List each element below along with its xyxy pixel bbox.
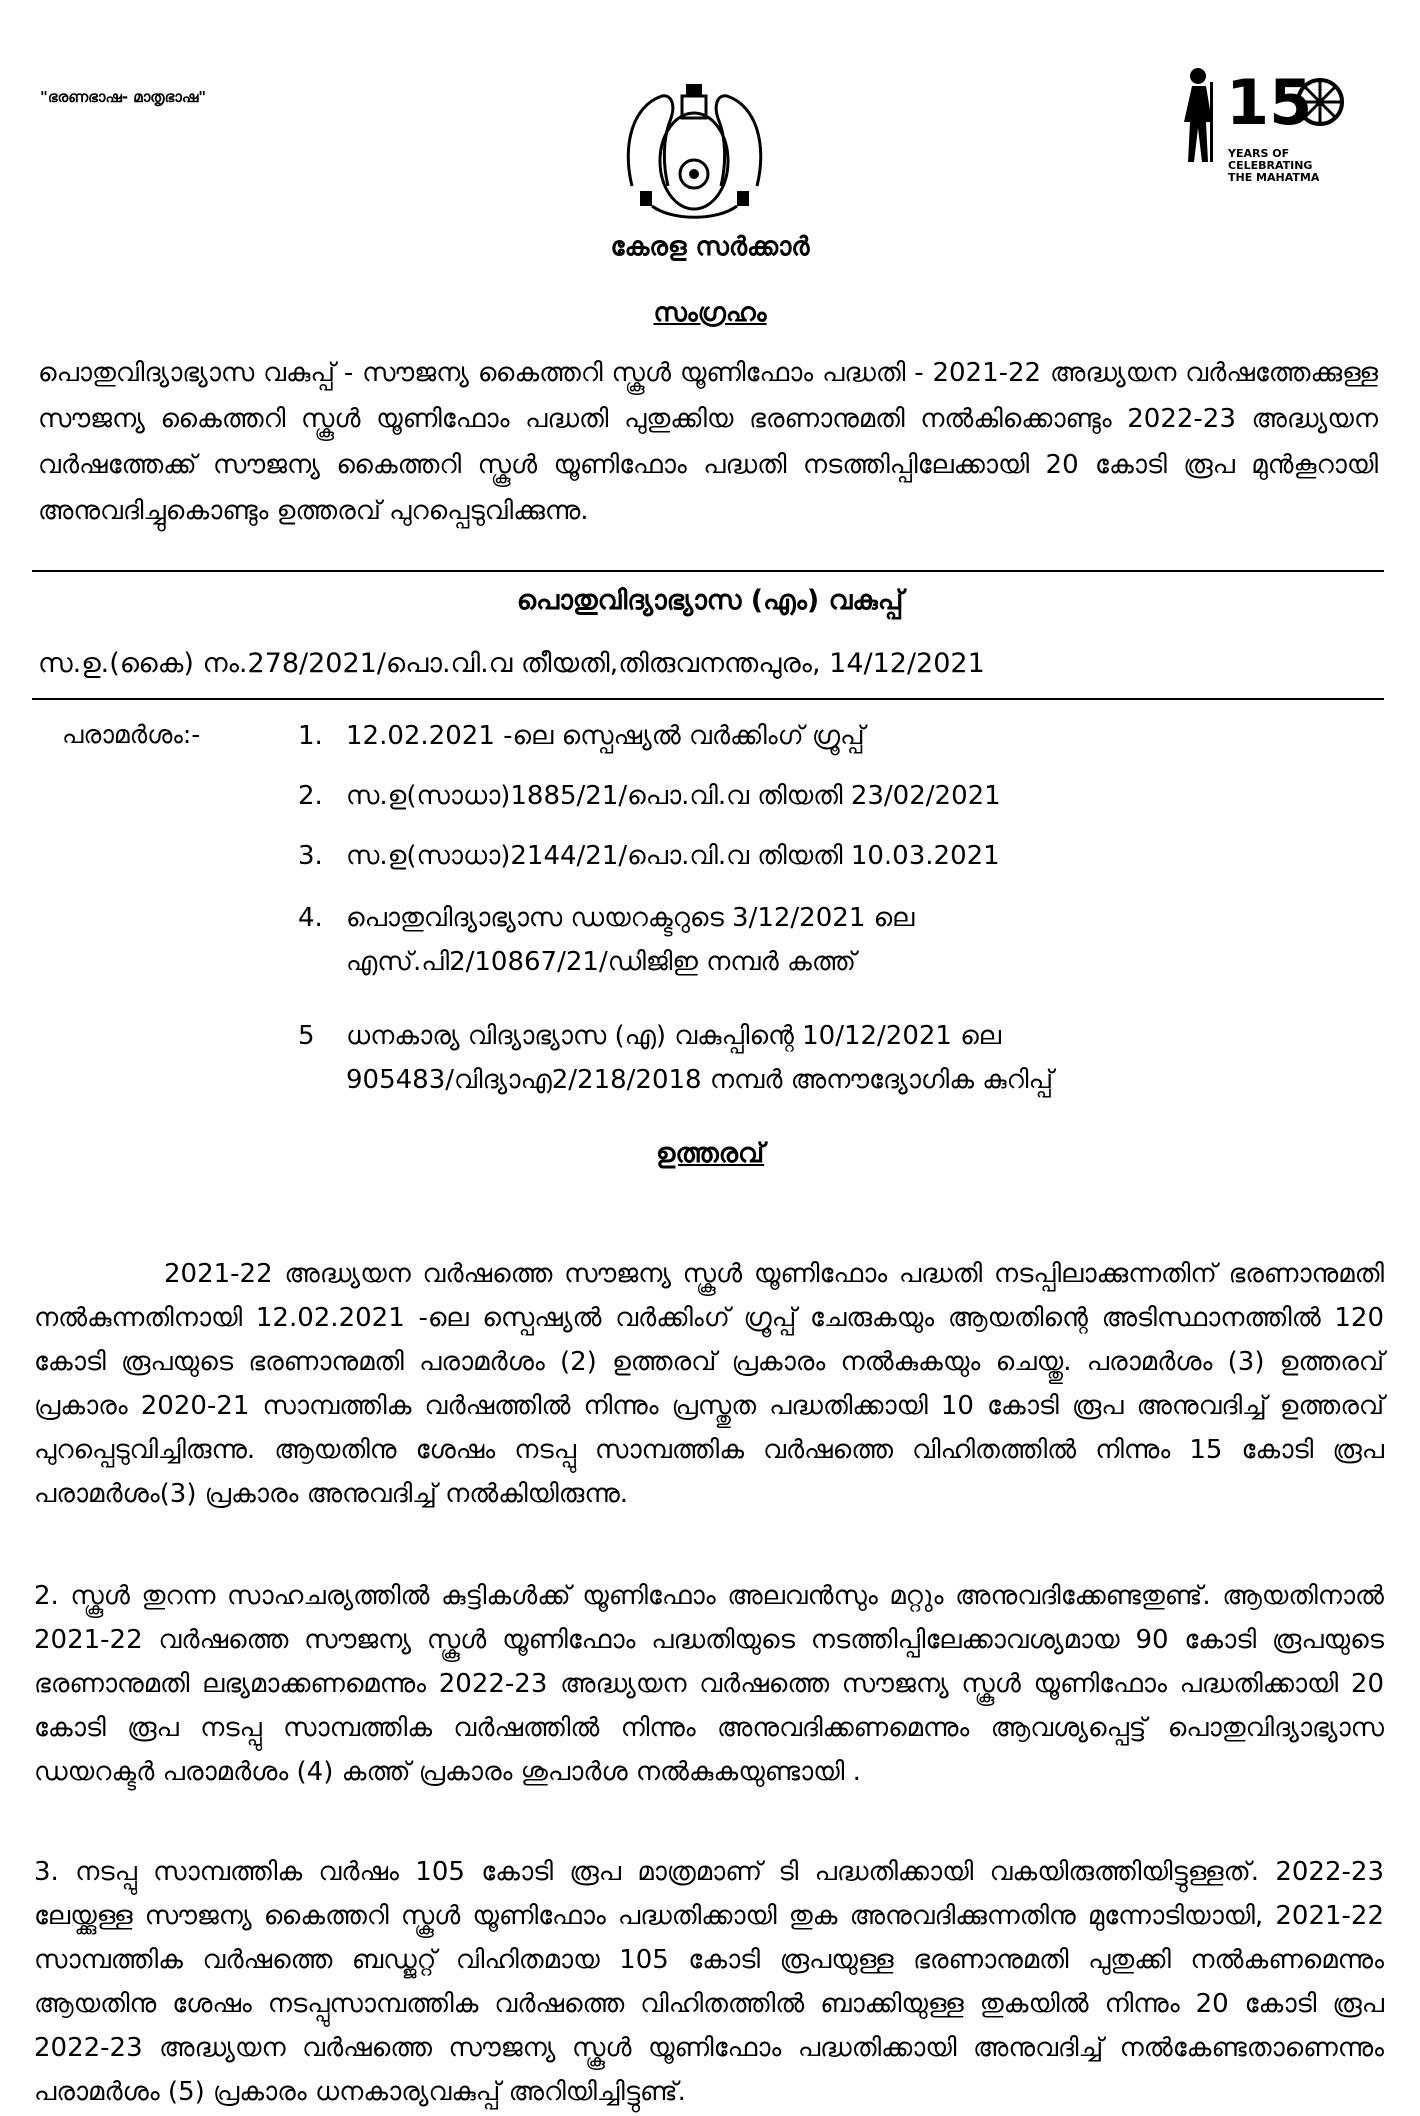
reference-item: 3. സ.ഉ(സാധാ)2144/21/പൊ.വി.വ തിയതി 10.03.2021: [298, 841, 1000, 871]
order-title: ഉത്തരവ്: [655, 1138, 765, 1169]
divider-references: [32, 698, 1384, 700]
order-paragraph-1: 2021-22 അദ്ധ്യയന വർഷത്തെ സൗജന്യ സ്കൂൾ യൂണിഫോം പദ്ധതി നടപ്പിലാക്കുന്നതിന് ഭരണാനുമതി നൽകുന്നതിനായി 12.02.2021 -ലെ സ്പെഷ്യൽ വർക്കിംഗ് ഗ്രൂപ്പ് ചേരുകയും ആയതിന്റെ അടിസ്ഥാനത്തിൽ 120 കോടി രൂപയുടെ ഭരണാനുമതി പരാമർശം (2) ഉത്തരവ് പ്രകാരം നൽകുകയും ചെയ്തു. പരാമർശം (3) ഉത്തരവ് പ്രകാരം 2020-21 സാമ്പത്തിക വർഷത്തിൽ നിന്നും പ്രസ്തുത പദ്ധതിക്കായി 10 കോടി രൂപ അനുവദിച്ച് ഉത്തരവ് പുറപ്പെടുവിച്ചിരുന്നു. ആയതിനു ശേഷം നടപ്പു സാമ്പത്തിക വർഷത്തെ വിഹിതത്തിൽ നിന്നും 15 കോടി രൂപ പരാമർശം(3) പ്രകാരം അനുവദിച്ച് നൽകിയിരുന്നു.: [34, 1259, 1384, 1509]
motto: "ഭരണഭാഷ- മാതൃഭാഷ": [40, 88, 207, 106]
divider-top: [32, 570, 1384, 572]
svg-text:15: 15: [1226, 66, 1313, 139]
summary-text: പൊതുവിദ്യാഭ്യാസ വകുപ്പ് - സൗജന്യ കൈത്തറി സ്കൂൾ യൂണിഫോം പദ്ധതി - 2021-22 അദ്ധ്യയന വർഷത്തേക്കുള്ള സൗജന്യ കൈത്തറി സ്കൂൾ യൂണിഫോം പദ്ധതി പുതുക്കിയ ഭരണാനുമതി നൽകിക്കൊണ്ടും 2022-23 അദ്ധ്യയന വർഷത്തേക്ക് സൗജന്യ കൈത്തറി സ്കൂൾ യൂണിഫോം പദ്ധതി നടത്തിപ്പിലേക്കായി 20 കോടി രൂപ മുൻകൂറായി അനുവദിച്ചുകൊണ്ടും ഉത്തരവ് പുറപ്പെടുവിക്കുന്നു.: [38, 358, 1378, 526]
department-title: പൊതുവിദ്യാഭ്യാസ (എം) വകുപ്പ്: [516, 585, 904, 616]
government-name: കേരള സർക്കാർ: [610, 232, 810, 262]
summary-title: സംഗ്രഹം: [653, 298, 767, 328]
reference-item: 4. പൊതുവിദ്യാഭ്യാസ ഡയറക്ടറുടെ 3/12/2021 ലെ എസ്.പി2/10867/21/ഡിജിഇ നമ്പർ കത്ത്: [298, 903, 915, 977]
reference-item: 5 ധനകാര്യ വിദ്യാഭ്യാസ (എ) വകുപ്പിന്റെ 10/12/2021 ലെ 905483/വിദ്യാഎ2/218/2018 നമ്പർ അനൗദ്യോഗിക കുറിപ്പ്: [298, 1021, 1054, 1095]
order-number: സ.ഉ.(കൈ) നം.278/2021/പൊ.വി.വ തീയതി,തിരുവനന്തപുരം, 14/12/2021: [38, 648, 985, 679]
gandhi-logo-caption: YEARS OF CELEBRATING THE MAHATMA: [1228, 147, 1320, 184]
order-paragraph-2: 2. സ്കൂൾ തുറന്ന സാഹചര്യത്തിൽ കുട്ടികൾക്ക് യൂണിഫോം അലവൻസും മറ്റും അനുവദിക്കേണ്ടതുണ്ട്. ആയതിനാൽ 2021-22 വർഷത്തെ സൗജന്യ സ്കൂൾ യൂണിഫോം പദ്ധതിയുടെ നടത്തിപ്പിലേക്കാവശ്യമായ 90 കോടി രൂപയുടെ ഭരണാനുമതി ലഭ്യമാക്കണമെന്നും 2022-23 അദ്ധ്യയന വർഷത്തെ സൗജന്യ സ്കൂൾ യൂണിഫോം പദ്ധതിക്കായി 20 കോടി രൂപ നടപ്പു സാമ്പത്തിക വർഷത്തിൽ നിന്നും അനുവദിക്കണമെന്നും ആവശ്യപ്പെട്ട് പൊതുവിദ്യാഭ്യാസ ഡയറക്ടർ പരാമർശം (4) കത്ത് പ്രകാരം ശുപാർശ നൽകുകയുണ്ടായി .: [34, 1581, 1384, 1787]
reference-item: 2. സ.ഉ(സാധാ)1885/21/പൊ.വി.വ തിയതി 23/02/2021: [298, 781, 1001, 811]
order-paragraph-3: 3. നടപ്പു സാമ്പത്തിക വർഷം 105 കോടി രൂപ മാത്രമാണ് ടി പദ്ധതിക്കായി വകയിരുത്തിയിട്ടുള്ളത്. 2022-23 ലേയ്ക്കുള്ള സൗജന്യ കൈത്തറി സ്കൂൾ യൂണിഫോം പദ്ധതിക്കായി തുക അനുവദിക്കുന്നതിനു മുന്നോടിയായി, 2021-22 സാമ്പത്തിക വർഷത്തെ ബഡ്ജറ്റ് വിഹിതമായ 105 കോടി രൂപയുള്ള ഭരണാനുമതി പുതുക്കി നൽകണമെന്നും ആയതിനു ശേഷം നടപ്പുസാമ്പത്തിക വർഷത്തെ വിഹിതത്തിൽ ബാക്കിയുള്ള തുകയിൽ നിന്നും 20 കോടി രൂപ 2022-23 അദ്ധ്യയന വർഷത്തെ സൗജന്യ സ്കൂൾ യൂണിഫോം പദ്ധതിക്കായി അനുവദിച്ച് നൽകേണ്ടതാണെന്നും പരാമർശം (5) പ്രകാരം ധനകാര്യവകുപ്പ് അറിയിച്ചിട്ടുണ്ട്.: [34, 1857, 1384, 2107]
kerala-state-emblem-icon: [612, 66, 777, 226]
reference-item: 1. 12.02.2021 -ലെ സ്പെഷ്യൽ വർക്കിംഗ് ഗ്രൂപ്പ്: [298, 721, 865, 751]
references-label: പരാമർശം:-: [62, 720, 201, 749]
